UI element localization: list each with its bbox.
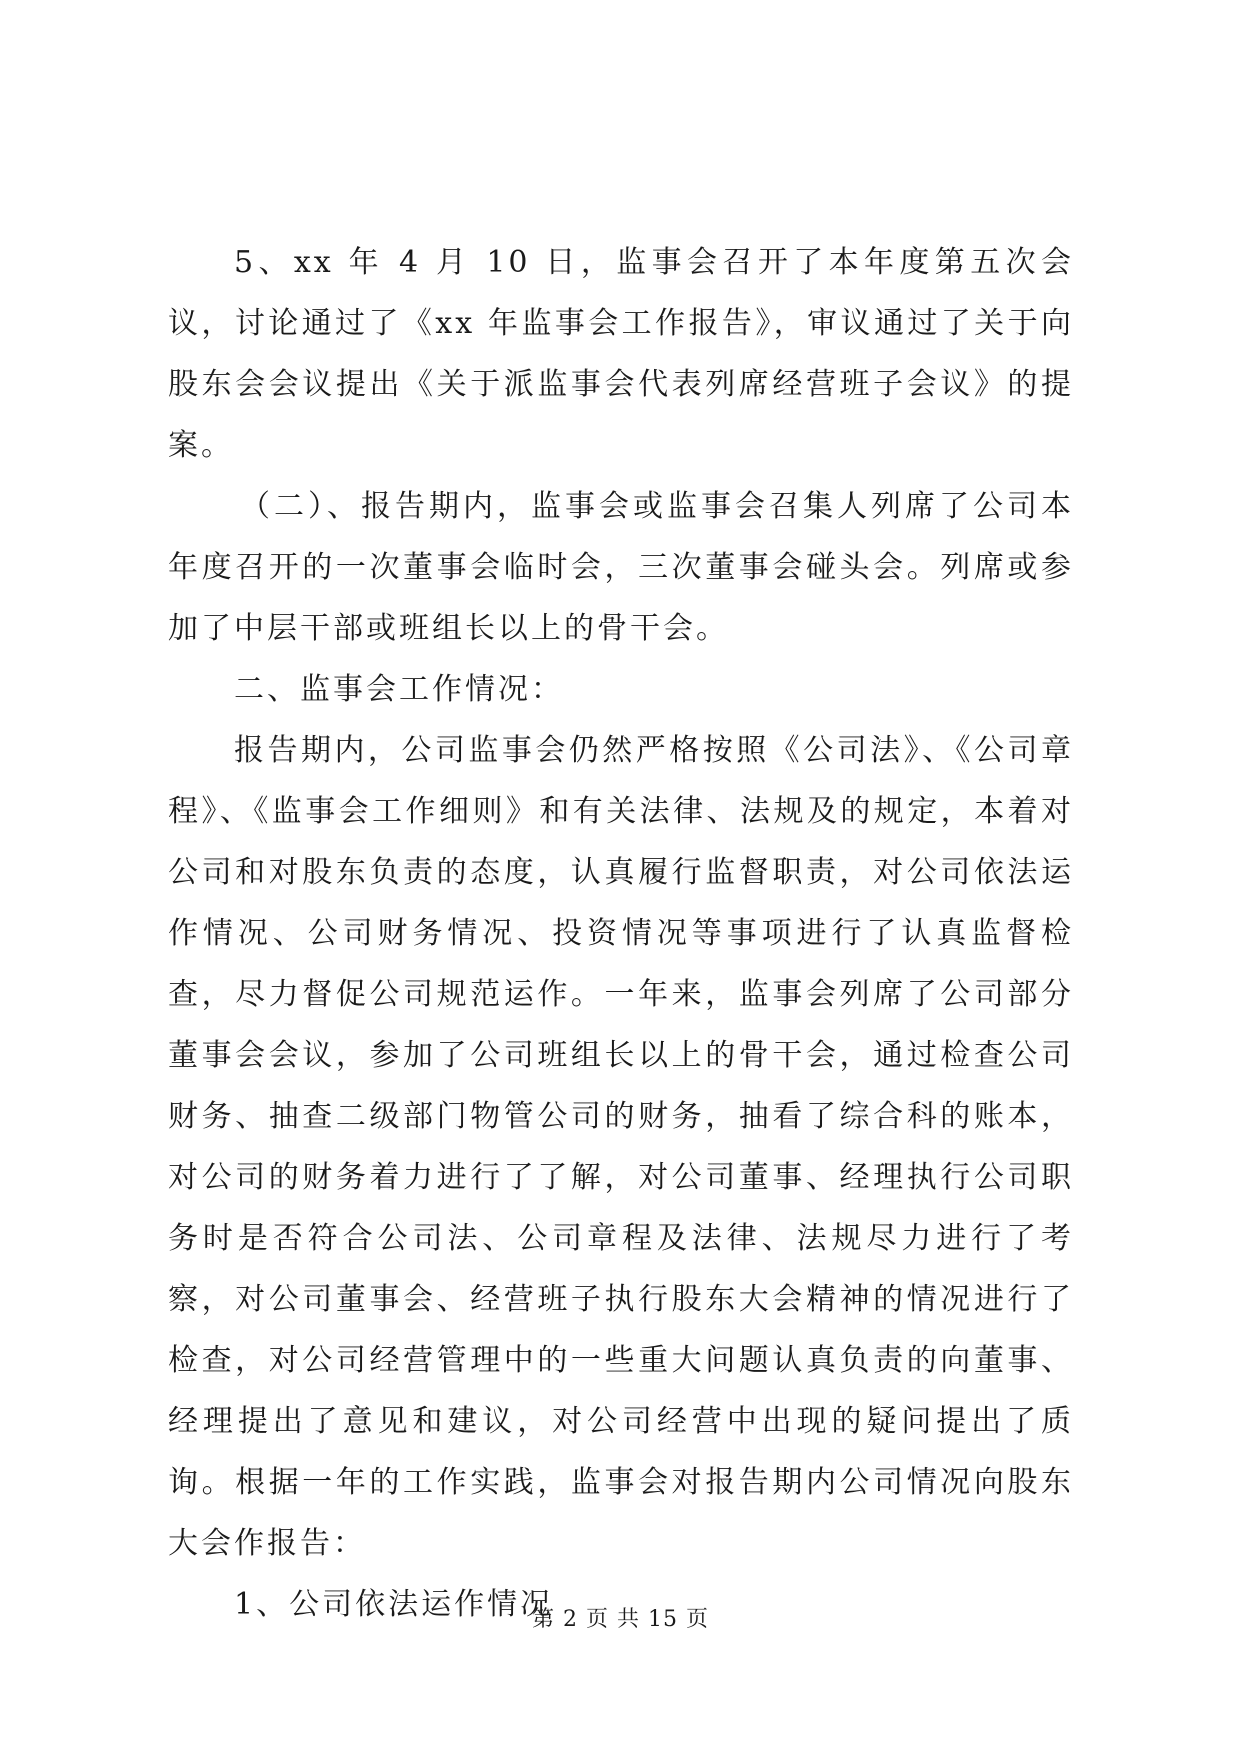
section-heading-work-status: 二、监事会工作情况：: [234, 672, 564, 707]
page-number-footer: 第 2 页 共 15 页: [532, 1607, 709, 1632]
paragraph-fifth-meeting: 5、xx 年 4 月 10 日，监事会召开了本年度第五次会议，讨论通过了《xx 年监事会工作报告》，审议通过了关于向股东会会议提出《关于派监事会代表列席经营班子会议》的提案。: [168, 245, 1074, 463]
subheading-legal-operation: 1、公司依法运作情况: [234, 1587, 554, 1622]
paragraph-attendance: （二）、报告期内，监事会或监事会召集人列席了公司本年度召开的一次董事会临时会，三次董事会碰头会。列席或参加了中层干部或班组长以上的骨干会。: [168, 489, 1074, 646]
paragraph-work-summary: 报告期内，公司监事会仍然严格按照《公司法》、《公司章程》、《监事会工作细则》和有关法律、法规及的规定，本着对公司和对股东负责的态度，认真履行监督职责，对公司依法运作情况、公司财务情况、投资情况等事项进行了认真监督检查，尽力督促公司规范运作。一年来，监事会列席了公司部分董事会会议，参加了公司班组长以上的骨干会，通过检查公司财务、抽查二级部门物管公司的财务，抽看了综合科的账本，对公司的财务着力进行了了解，对公司董事、经理执行公司职务时是否符合公司法、公司章程及法律、法规尽力进行了考察，对公司董事会、经营班子执行股东大会精神的情况进行了检查，对公司经营管理中的一些重大问题认真负责的向董事、经理提出了意见和建议，对公司经营中出现的疑问提出了质询。根据一年的工作实践，监事会对报告期内公司情况向股东大会作报告：: [168, 733, 1074, 1561]
document-body: [168, 232, 1074, 1635]
